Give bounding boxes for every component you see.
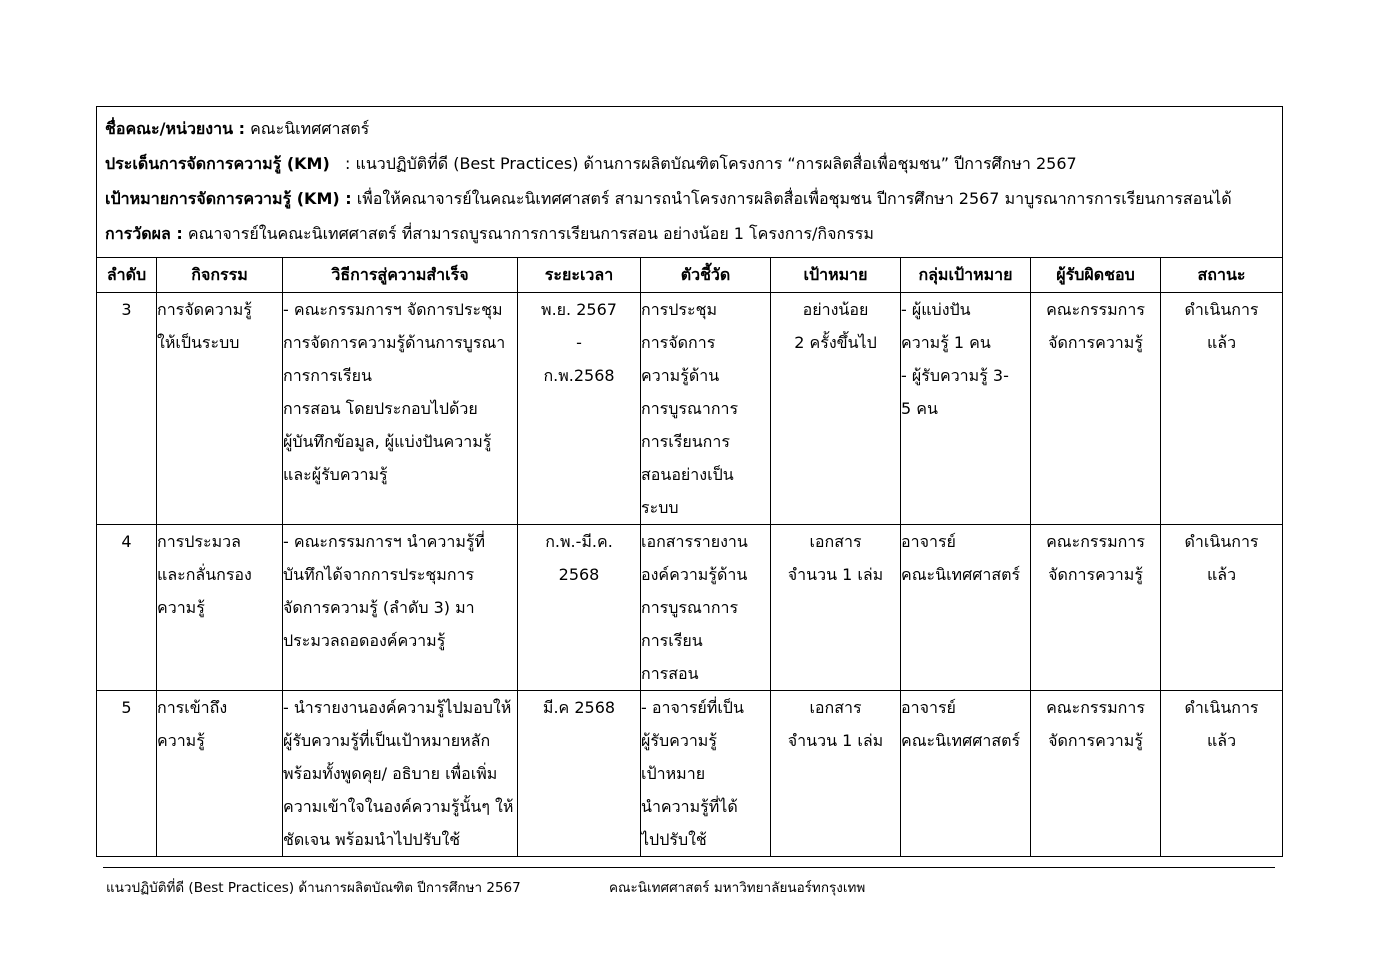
column-header: กลุ่มเป้าหมาย [901, 258, 1031, 293]
km-topic-label: ประเด็นการจัดการความรู้ (KM) [105, 154, 330, 173]
owner-cell: คณะกรรมการ จัดการความรู้ [1031, 691, 1161, 857]
indicator-cell: การประชุม การจัดการ ความรู้ด้าน การบูรณาการ การเรียนการ สอนอย่างเป็น ระบบ [641, 293, 771, 525]
period-cell: พ.ย. 2567 - ก.พ.2568 [518, 293, 641, 525]
km-goal-line [105, 181, 1274, 216]
column-header: ผู้รับผิดชอบ [1031, 258, 1161, 293]
method-cell: - คณะกรรมการฯ จัดการประชุม การจัดการความรู้ด้านการบูรณา การการเรียน การสอน โดยประกอบไปด้วย ผู้บันทึกข้อมูล, ผู้แบ่งปันความรู้ และผู้รับความรู้ [283, 293, 518, 525]
activity-cell: การเข้าถึง ความรู้ [157, 691, 283, 857]
owner-cell: คณะกรรมการ จัดการความรู้ [1031, 293, 1161, 525]
column-header: สถานะ [1161, 258, 1283, 293]
measure-value: คณาจารย์ในคณะนิเทศศาสตร์ ที่สามารถบูรณาการการเรียนการสอน อย่างน้อย 1 โครงการ/กิจกรรม [187, 224, 874, 243]
km-goal-label: เป้าหมายการจัดการความรู้ (KM) : [105, 189, 352, 208]
row-number: 4 [97, 525, 157, 691]
measure-line [105, 216, 1274, 251]
status-cell: ดำเนินการ แล้ว [1161, 293, 1283, 525]
measure-label: การวัดผล : [105, 224, 183, 243]
km-goal-value: เพื่อให้คณาจารย์ในคณะนิเทศศาสตร์ สามารถนำโครงการผลิตสื่อเพื่อชุมชน ปีการศึกษา 2567 มาบูรณาการการเรียนการสอนได้ [356, 189, 1232, 208]
period-cell: ก.พ.-มี.ค. 2568 [518, 525, 641, 691]
footer-right-text: คณะนิเทศศาสตร์ มหาวิทยาลัยนอร์ทกรุงเทพ [609, 880, 866, 896]
column-header-row [97, 258, 1283, 293]
column-header: กิจกรรม [157, 258, 283, 293]
indicator-cell: - อาจารย์ที่เป็น ผู้รับความรู้ เป้าหมาย นำความรู้ที่ได้ ไปปรับใช้ [641, 691, 771, 857]
owner-cell: คณะกรรมการ จัดการความรู้ [1031, 525, 1161, 691]
column-header: เป้าหมาย [771, 258, 901, 293]
document-header [97, 107, 1283, 258]
target-group-cell: - ผู้แบ่งปัน ความรู้ 1 คน - ผู้รับความรู้ 3- 5 คน [901, 293, 1031, 525]
km-topic-line [105, 146, 1274, 181]
faculty-value: คณะนิเทศศาสตร์ [250, 119, 370, 138]
faculty-line [105, 111, 1274, 146]
status-cell: ดำเนินการ แล้ว [1161, 525, 1283, 691]
status-cell: ดำเนินการ แล้ว [1161, 691, 1283, 857]
activity-cell: การจัดความรู้ ให้เป็นระบบ [157, 293, 283, 525]
target-group-cell: อาจารย์ คณะนิเทศศาสตร์ [901, 691, 1031, 857]
column-header: ลำดับ [97, 258, 157, 293]
table-row [97, 293, 1283, 525]
row-number: 5 [97, 691, 157, 857]
method-cell: - คณะกรรมการฯ นำความรู้ที่ บันทึกได้จากการประชุมการ จัดการความรู้ (ลำดับ 3) มา ประมวลถอดองค์ความรู้ [283, 525, 518, 691]
target-cell: เอกสาร จำนวน 1 เล่ม [771, 691, 901, 857]
column-header: ตัวชี้วัด [641, 258, 771, 293]
period-cell: มี.ค 2568 [518, 691, 641, 857]
method-cell: - นำรายงานองค์ความรู้ไปมอบให้ ผู้รับความรู้ที่เป็นเป้าหมายหลัก พร้อมทั้งพูดคุย/ อธิบาย เพื่อเพิ่ม ความเข้าใจในองค์ความรู้นั้นๆ ให้ ชัดเจน พร้อมนำไปปรับใช้ [283, 691, 518, 857]
activity-cell: การประมวล และกลั่นกรอง ความรู้ [157, 525, 283, 691]
indicator-cell: เอกสารรายงาน องค์ความรู้ด้าน การบูรณาการ การเรียน การสอน [641, 525, 771, 691]
row-number: 3 [97, 293, 157, 525]
target-cell: เอกสาร จำนวน 1 เล่ม [771, 525, 901, 691]
footer-divider [103, 867, 1275, 868]
table-row [97, 691, 1283, 857]
column-header: ระยะเวลา [518, 258, 641, 293]
table-row [97, 525, 1283, 691]
km-plan-table [96, 106, 1283, 857]
target-cell: อย่างน้อย 2 ครั้งขึ้นไป [771, 293, 901, 525]
km-topic-value: : แนวปฏิบัติที่ดี (Best Practices) ด้านการผลิตบัณฑิตโครงการ “การผลิตสื่อเพื่อชุมชน” ปีการศึกษา 2567 [345, 154, 1077, 173]
footer-left-text: แนวปฏิบัติที่ดี (Best Practices) ด้านการผลิตบัณฑิต ปีการศึกษา 2567 [106, 880, 521, 896]
column-header: วิธีการสู่ความสำเร็จ [283, 258, 518, 293]
target-group-cell: อาจารย์ คณะนิเทศศาสตร์ [901, 525, 1031, 691]
faculty-label: ชื่อคณะ/หน่วยงาน : [105, 119, 245, 138]
